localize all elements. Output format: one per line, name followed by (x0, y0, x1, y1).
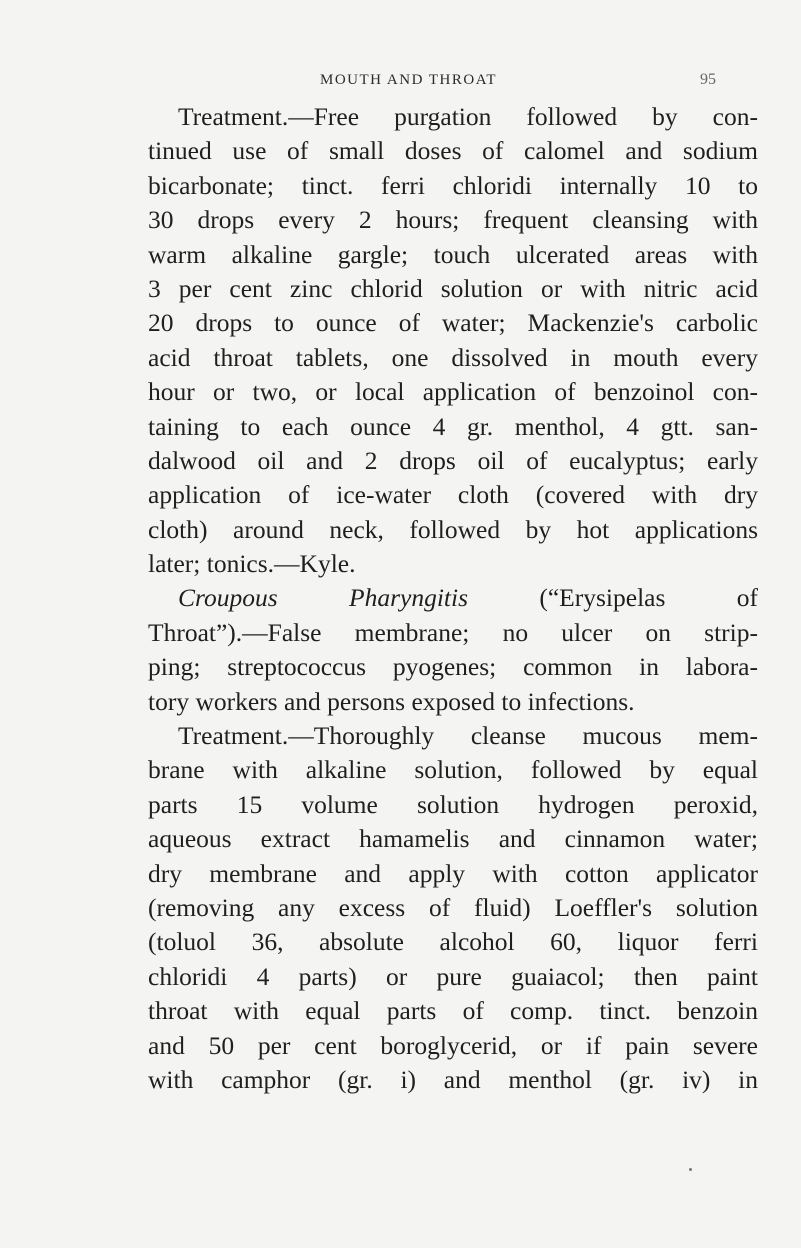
text-line: 3 per cent zinc chlorid solution or with nitric acid (148, 273, 758, 303)
running-head (0, 66, 801, 96)
text-line: (removing any excess of fluid) Loeffler's solution (148, 892, 758, 922)
text-line: bicarbonate; tinct. ferri chloridi internally 10 to (148, 170, 758, 200)
text-line: throat with equal parts of comp. tinct. benzoin (148, 996, 758, 1026)
text-line: hour or two, or local application of benzoinol con- (148, 377, 758, 407)
text-line: ping; streptococcus pyogenes; common in labora- (148, 652, 758, 682)
text-line: later; tonics.—Kyle. (148, 549, 356, 579)
text-line: 30 drops every 2 hours; frequent cleansing with (148, 205, 758, 235)
text-line: taining to each ounce 4 gr. menthol, 4 gtt. san- (148, 411, 758, 441)
section-title-rest: (“Erysipelas of (468, 583, 758, 613)
text-line: application of ice-water cloth (covered with dry (148, 480, 758, 510)
running-title: MOUTH AND THROAT (320, 72, 498, 88)
body-text (148, 100, 758, 1097)
paper-speck (689, 1168, 692, 1171)
text-line: Throat”).—False membrane; no ulcer on strip- (148, 617, 758, 647)
text-line: Treatment.—Free purgation followed by con- (178, 102, 758, 131)
text-line: and 50 per cent boroglycerid, or if pain severe (148, 1030, 758, 1060)
text-line: warm alkaline gargle; touch ulcerated areas with (148, 239, 758, 269)
section-heading-line (148, 581, 758, 615)
text-line: 20 drops to ounce of water; Mackenzie's carbolic (148, 308, 758, 338)
text-line: aqueous extract hamamelis and cinnamon water; (148, 824, 758, 854)
text-line: chloridi 4 parts) or pure guaiacol; then paint (148, 961, 758, 991)
page-number: 95 (700, 71, 716, 88)
text-line: cloth) around neck, followed by hot applications (148, 514, 758, 544)
text-line: acid throat tablets, one dissolved in mouth every (148, 342, 758, 372)
text-line: with camphor (gr. i) and menthol (gr. iv) in (148, 1064, 758, 1094)
text-line: brane with alkaline solution, followed by equal (148, 755, 758, 785)
text-line: Treatment.—Thoroughly cleanse mucous mem- (178, 721, 758, 751)
text-line: (toluol 36, absolute alcohol 60, liquor ferri (148, 927, 758, 957)
text-line: dalwood oil and 2 drops oil of eucalyptus; early (148, 445, 758, 475)
text-line: tinued use of small doses of calomel and sodium (148, 136, 758, 166)
text-line: tory workers and persons exposed to infections. (148, 686, 635, 716)
text-line: dry membrane and apply with cotton applicator (148, 858, 758, 888)
section-title: Croupous Pharyngitis (178, 583, 469, 613)
text-line: parts 15 volume solution hydrogen peroxid, (148, 789, 758, 819)
